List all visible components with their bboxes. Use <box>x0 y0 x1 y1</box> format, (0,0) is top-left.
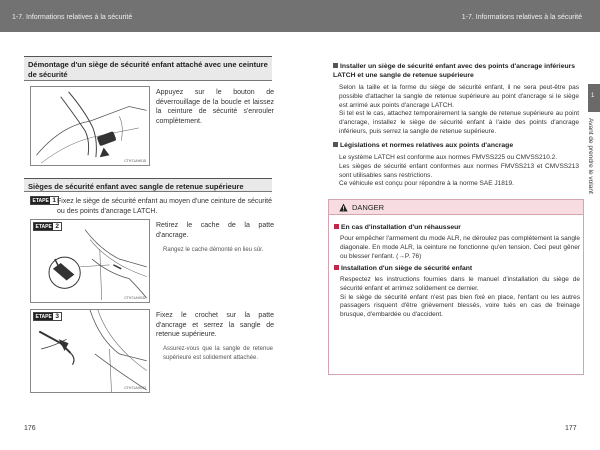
step-number: 3 <box>55 313 59 320</box>
step-2-note: Rangez le cache démonté en lieu sûr. <box>163 247 264 253</box>
latch-install-text <box>339 84 579 137</box>
heading-latch-install: Installer un siège de sécurité enfant avec des points d'ancrage inférieurs LATCH et une sangle de retenue supérieure <box>333 63 576 79</box>
figure-code: CTH71AH033 <box>124 386 146 390</box>
step-word: ETAPE <box>35 224 52 230</box>
step-3-badge <box>33 312 62 321</box>
bullet-square-icon <box>334 224 339 229</box>
paragraph: Si tel est le cas, attachez temporairement la sangle de retenue supérieure au point d'ancrage, installez le siège de sécurité enfant à l'aide des points d'ancrage inférieurs, puis serrez la sangle de retenue supérieure. <box>339 110 579 135</box>
danger-booster-text: Pour empêcher l'armement du mode ALR, ne déroulez pas complètement la sangle diagonale. En mode ALR, la ceinture ne fonctionne qu'en tension. Ceci peut gêner ou blesser l'enfant. (→P. 76) <box>340 235 580 260</box>
step-3-note: Assurez-vous que la sangle de retenue supérieure est solidement attachée. <box>163 346 273 361</box>
step-number: 1 <box>52 197 56 204</box>
step-1-badge <box>30 196 59 205</box>
page-number-left: 176 <box>24 425 36 432</box>
anchor-cover-illustration <box>31 220 149 302</box>
bullet-square-icon <box>333 63 338 68</box>
tether-hook-illustration <box>31 310 149 392</box>
danger-header <box>329 200 583 215</box>
paragraph: Si le siège de sécurité enfant n'est pas bien fixé en place, l'enfant ou les autres passagers risquent d'être grièvement blessés, voire tués en cas de freinage brusque, d'embardée ou d'accident. <box>340 293 580 319</box>
chapter-number: 1 <box>591 93 595 99</box>
warning-triangle-icon <box>339 203 348 212</box>
figure-code: CTH71AH032 <box>124 296 146 300</box>
chapter-tab <box>588 84 600 112</box>
header-right-title: 1-7. Informations relatives à la sécurité <box>461 14 582 21</box>
step-3-text: Fixez le crochet sur la patte d'ancrage et serrez la sangle de retenue supérieure. <box>156 312 274 338</box>
step-2-badge <box>33 222 62 231</box>
step-word: ETAPE <box>35 314 52 320</box>
page-header <box>0 0 600 32</box>
step-number: 2 <box>55 223 59 230</box>
chapter-side-label <box>589 118 599 228</box>
figure-anchor-cover <box>30 219 150 303</box>
buckle-illustration <box>31 87 149 165</box>
section-title-top-tether: Sièges de sécurité enfant avec sangle de retenue supérieure <box>24 178 272 192</box>
danger-installation-text <box>340 276 580 320</box>
heading-anchor-standards: Législations et normes relatives aux points d'ancrage <box>333 141 578 150</box>
figure-tether-hook <box>30 309 150 393</box>
header-left-title: 1-7. Informations relatives à la sécurité <box>12 14 133 21</box>
danger-box <box>328 199 584 375</box>
chapter-title-vertical: Avant de prendre le volant <box>587 118 594 194</box>
paragraph: Respectez les instructions fournies dans le manuel d'installation du siège de sécurité enfant et arrimez solidement ce dernier. <box>340 276 580 292</box>
anchor-standards-text <box>339 154 579 189</box>
paragraph: Ce véhicule est conçu pour répondre à la norme SAE J1819. <box>339 180 514 188</box>
figure-code: CTH71AH015 <box>124 159 146 163</box>
bullet-square-icon <box>334 265 339 270</box>
bullet-square-icon <box>333 142 338 147</box>
danger-heading-installation: Installation d'un siège de sécurité enfant <box>334 264 472 273</box>
removal-instruction: Appuyez sur le bouton de déverrouillage de la boucle et laissez la ceinture de sécurité s'enrouler complètement. <box>156 89 274 125</box>
paragraph: Le système LATCH est conforme aux normes FMVSS225 ou CMVSS210.2. <box>339 154 558 161</box>
step-2-text: Retirez le cache de la patte d'ancrage. <box>156 222 274 239</box>
step-word: ETAPE <box>32 198 49 204</box>
paragraph: Selon la taille et la forme du siège de sécurité enfant, il ne sera peut-être pas possible d'attacher la sangle de retenue supérieure au point d'ancrage si le siège est arrimé aux points d'ancrage LATCH. <box>339 84 579 109</box>
page-number-right: 177 <box>565 425 577 432</box>
step-1-text: Fixez le siège de sécurité enfant au moyen d'une ceinture de sécurité ou des points d'ancrage LATCH. <box>57 198 272 215</box>
figure-buckle-release <box>30 86 150 166</box>
section-title-removal: Démontage d'un siège de sécurité enfant attaché avec une ceinture de sécurité <box>24 56 272 81</box>
danger-label: DANGER <box>352 203 385 212</box>
paragraph: Les sièges de sécurité enfant conformes aux normes FMVSS213 et CMVSS213 sont utilisables sans restrictions. <box>339 162 579 179</box>
danger-heading-booster: En cas d'installation d'un réhausseur <box>334 223 461 232</box>
